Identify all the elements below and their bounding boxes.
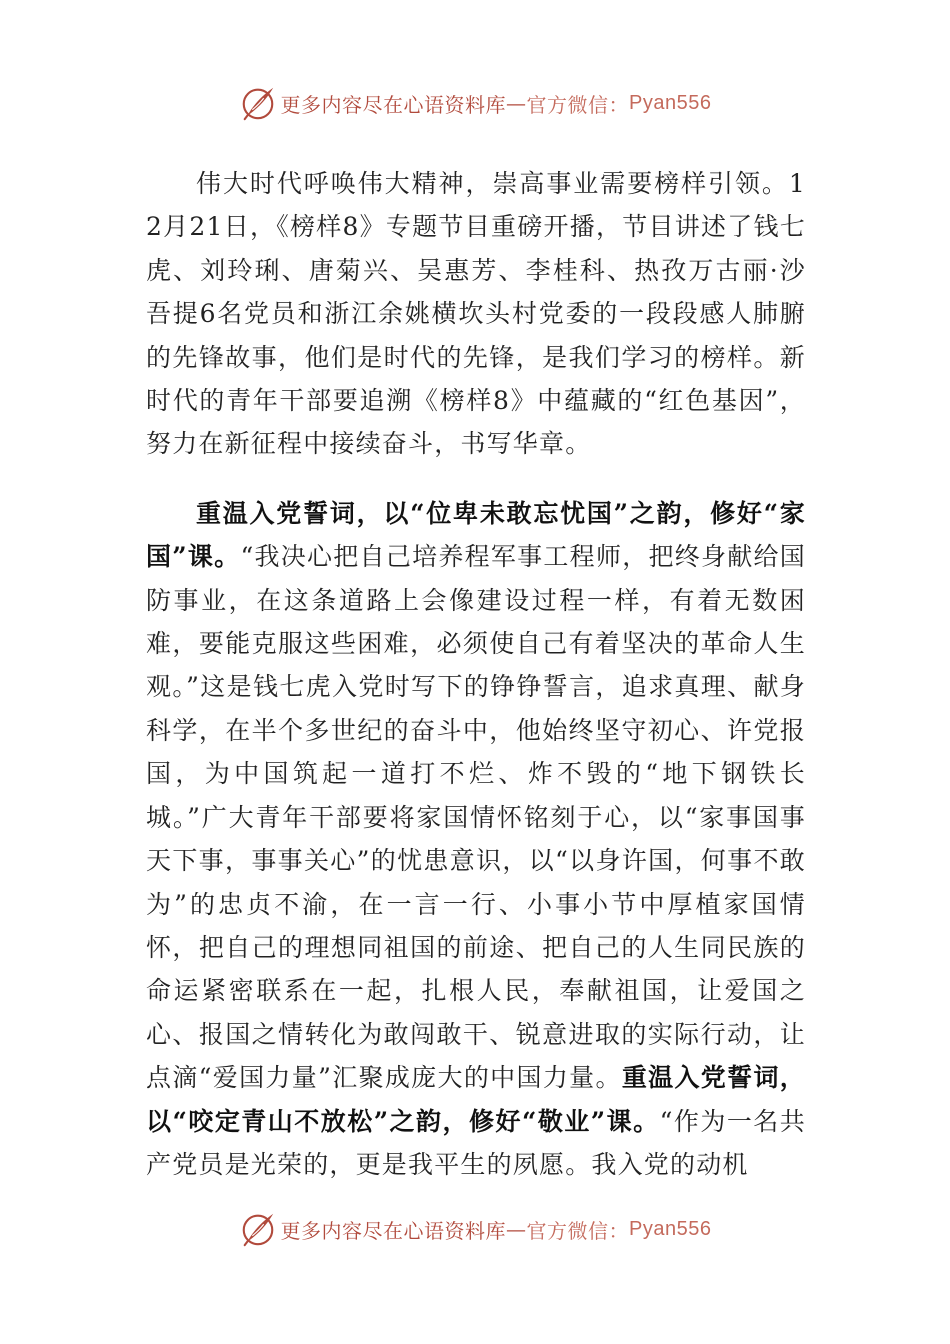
- banner-wechat-id: Pyan556: [629, 91, 712, 114]
- banner-separator: —: [506, 1217, 527, 1241]
- quill-pen-logo-icon: [239, 1210, 277, 1248]
- section-text-patriotism: “我决心把自己培养程军事工程师，把终身献给国防事业，在这条道路上会像建设过程一样，有着无数困难，要能克服这些困难，必须使自己有着坚决的革命人生观。”这是钱七虎入党时写下的铮铮誓言，追求真理、献身科学，在半个多世纪的奋斗中，他始终坚守初心、许党报国，为中国筑起一道打不烂、炸不毁的“地下钢铁长城。”广大青年干部要将家国情怀铭刻于心，以“家事国事天下事，事事关心”的忧患意识，以“以身许国，何事不敢为”的忠贞不渝，在一言一行、小事小节中厚植家国情怀，把自己的理想同祖国的前途、把自己的人生同民族的命运紧密联系在一起，扎根人民，奉献祖国，让爱国之心、报国之情转化为敢闯敢干、锐意进取的实际行动，让点滴“爱国力量”汇聚成庞大的中国力量。: [146, 542, 807, 1093]
- banner-site-name: 更多内容尽在心语资料库: [280, 92, 507, 117]
- section-heading-patriotism: 重温入党誓词，以“位卑未敢忘忧国”之韵，修好“家国”课。: [146, 498, 806, 572]
- section-heading-dedication: 重温入党誓词，以“咬定青山不放松”之韵，修好“敬业”课。: [146, 1063, 806, 1136]
- banner-wechat-label: 官方微信：: [526, 92, 630, 117]
- header-watermark-banner: [0, 84, 950, 122]
- section-paragraph: [146, 492, 806, 1187]
- banner-separator: —: [506, 91, 527, 115]
- footer-watermark-banner: [0, 1210, 950, 1248]
- intro-text: 伟大时代呼唤伟大精神，崇高事业需要榜样引领。12月21日，《榜样8》专题节目重磅开播，节目讲述了钱七虎、刘玲琍、唐菊兴、吴惠芳、李桂科、热孜万古丽·沙吾提6名党员和浙江余姚横坎头村党委的一段段感人肺腑的先锋故事，他们是时代的先锋，是我们学习的榜样。新时代的青年干部要追溯《榜样8》中蕴藏的“红色基因”，努力在新征程中接续奋斗，书写华章。: [146, 169, 806, 459]
- article-body: [146, 162, 806, 1186]
- section-text-dedication: “作为一名共产党员是光荣的，更是我平生的夙愿。我入党的动机: [146, 1106, 806, 1179]
- banner-wechat-id: Pyan556: [629, 1217, 712, 1240]
- intro-paragraph: [146, 162, 806, 466]
- quill-pen-logo-icon: [239, 84, 277, 122]
- banner-wechat-label: 官方微信：: [526, 1218, 630, 1243]
- banner-site-name: 更多内容尽在心语资料库: [280, 1218, 507, 1243]
